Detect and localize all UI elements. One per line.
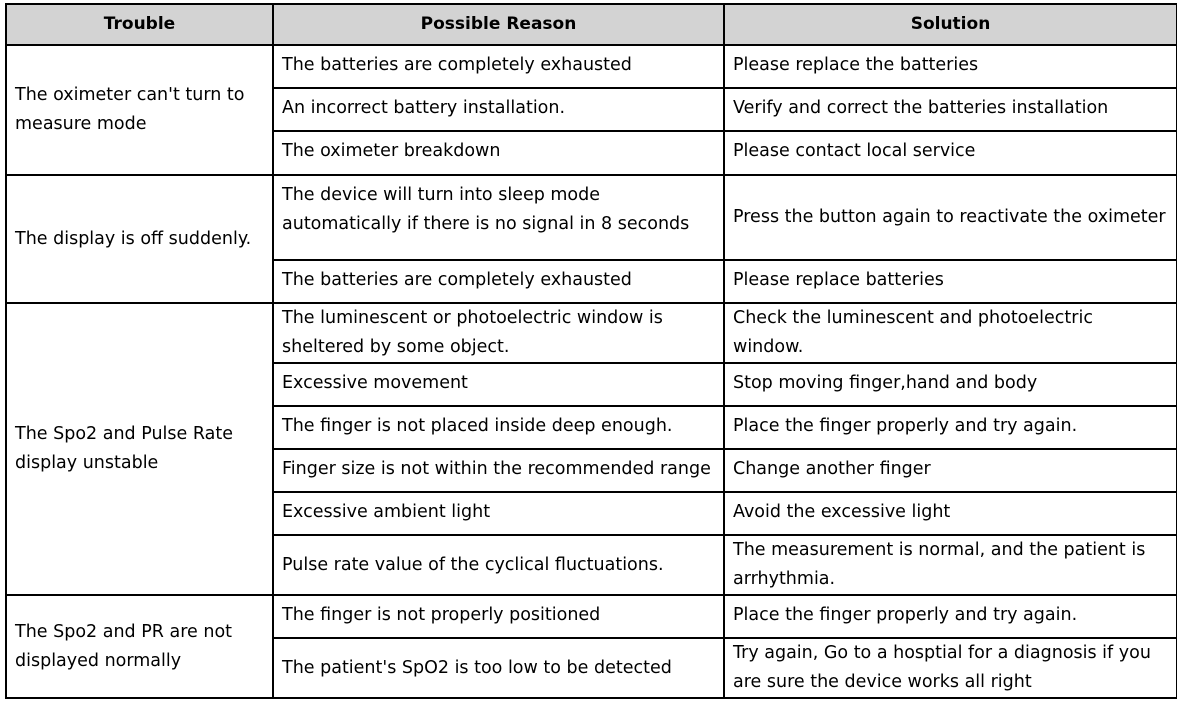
solution-cell: Try again, Go to a hosptial for a diagnosis if you are sure the device works all right xyxy=(724,638,1177,698)
solution-cell: Place the finger properly and try again. xyxy=(724,595,1177,638)
solution-cell: Press the button again to reactivate the oximeter xyxy=(724,175,1177,260)
solution-cell: Verify and correct the batteries installation xyxy=(724,88,1177,131)
solution-cell: Please contact local service xyxy=(724,131,1177,175)
header-possible-reason: Possible Reason xyxy=(273,4,724,45)
trouble-cell: The display is off suddenly. xyxy=(6,175,273,303)
reason-cell: An incorrect battery installation. xyxy=(273,88,724,131)
table-row xyxy=(6,303,1177,363)
reason-cell: Excessive movement xyxy=(273,363,724,406)
solution-cell: Stop moving finger,hand and body xyxy=(724,363,1177,406)
solution-cell: Please replace batteries xyxy=(724,260,1177,303)
header-row xyxy=(6,4,1177,45)
reason-cell: The patient's SpO2 is too low to be detected xyxy=(273,638,724,698)
table-row xyxy=(6,45,1177,88)
reason-cell: The batteries are completely exhausted xyxy=(273,260,724,303)
header-solution: Solution xyxy=(724,4,1177,45)
trouble-cell: The Spo2 and PR are not displayed normally xyxy=(6,595,273,698)
solution-cell: Avoid the excessive light xyxy=(724,492,1177,535)
table-row xyxy=(6,595,1177,638)
reason-cell: The batteries are completely exhausted xyxy=(273,45,724,88)
trouble-cell: The Spo2 and Pulse Rate display unstable xyxy=(6,303,273,595)
solution-cell: Check the luminescent and photoelectric window. xyxy=(724,303,1177,363)
reason-cell: Excessive ambient light xyxy=(273,492,724,535)
table-row xyxy=(6,175,1177,260)
solution-cell: Please replace the batteries xyxy=(724,45,1177,88)
solution-cell: Place the finger properly and try again. xyxy=(724,406,1177,449)
reason-cell: The finger is not placed inside deep enough. xyxy=(273,406,724,449)
reason-cell: The oximeter breakdown xyxy=(273,131,724,175)
reason-cell: The device will turn into sleep mode automatically if there is no signal in 8 seconds xyxy=(273,175,724,260)
reason-cell: The finger is not properly positioned xyxy=(273,595,724,638)
reason-cell: Pulse rate value of the cyclical fluctuations. xyxy=(273,535,724,595)
trouble-cell: The oximeter can't turn to measure mode xyxy=(6,45,273,175)
troubleshooting-table xyxy=(5,3,1177,699)
reason-cell: The luminescent or photoelectric window is sheltered by some object. xyxy=(273,303,724,363)
header-trouble: Trouble xyxy=(6,4,273,45)
solution-cell: Change another finger xyxy=(724,449,1177,492)
reason-cell: Finger size is not within the recommended range xyxy=(273,449,724,492)
solution-cell: The measurement is normal, and the patient is arrhythmia. xyxy=(724,535,1177,595)
